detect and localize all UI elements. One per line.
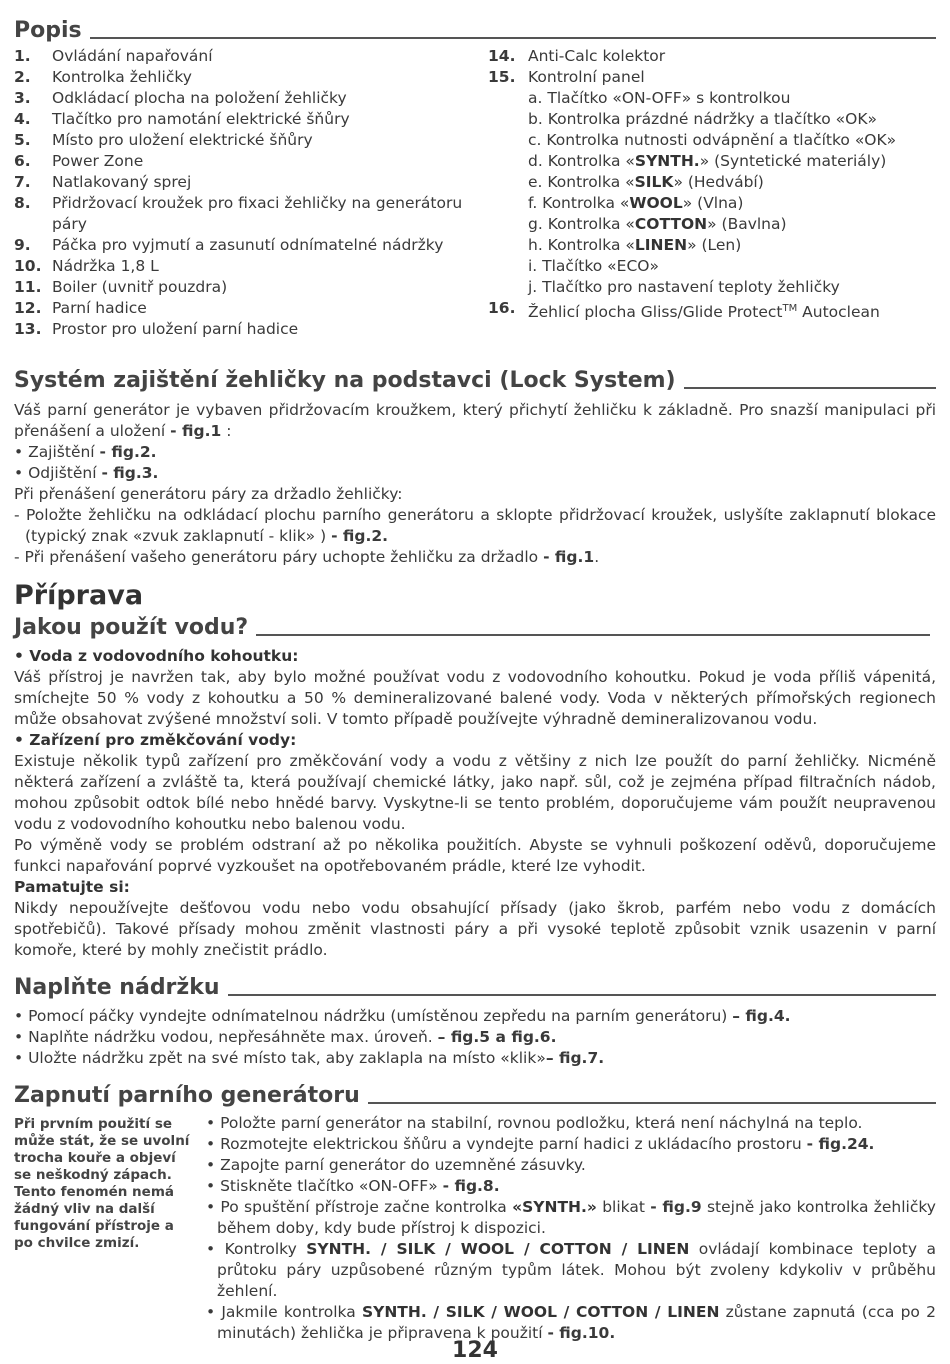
bullet: • Položte parní generátor na stabilní, rovnou podložku, která není náchylná na teplo. [206,1114,863,1132]
popis-right-list [488,46,938,323]
section-popis-heading: Popis [14,20,936,42]
heading-rule [256,634,930,636]
water-body [14,646,936,961]
sub-item: e. Kontrolka «SILK» (Hedvábí) [528,173,764,191]
sub-item: j. Tlačítko pro nastavení teploty žehličky [528,278,840,296]
bullet: • Po spuštění přístroje začne kontrolka «SYNTH.» blikat - fig.9 stejně jako kontrolka žehličky během doby, kdy bude přístroj k dispozici. [206,1198,936,1237]
list-item: 4. Tlačítko pro namotání elektrické šňůry [14,110,350,128]
bullet: • Jakmile kontrolka SYNTH. / SILK / WOOL / COTTON / LINEN zůstane zapnutá (cca po 2 minutách) žehlička je připravena k použití - fig.10. [206,1303,936,1342]
list-item: 2. Kontrolka žehličky [14,68,192,86]
popis-left-list [14,46,474,340]
paragraph: Váš parní generátor je vybaven přidržovacím kroužkem, který přichytí žehličku k základně. Pro snazší manipulaci při přenášení a uložení - fig.1 : [14,401,936,440]
heading-rule [684,387,936,389]
bullet: • Kontrolky SYNTH. / SILK / WOOL / COTTON / LINEN ovládají kombinace teploty a průtoku páry uzpůsobené různým typům látek. Mohou být zvoleny kdykoliv v průběhu žehlení. [206,1240,936,1300]
sub-item: c. Kontrolka nutnosti odvápnění a tlačítko «OK» [528,131,897,149]
list-item: 16. Žehlicí plocha Gliss/Glide Protect™ Autoclean [488,299,880,322]
bullet: • Pomocí páčky vyndejte odnímatelnou nádržku (umístěnou zepředu na parním generátoru) – fig.4. [14,1007,791,1025]
heading-rule [90,37,936,39]
list-item: 12. Parní hadice [14,299,147,317]
bullet: • Stiskněte tlačítko «ON-OFF» - fig.8. [206,1177,500,1195]
sub-item: f. Kontrolka «WOOL» (Vlna) [528,194,744,212]
heading-rule [228,994,936,996]
paragraph: Váš přístroj je navržen tak, aby bylo možné používat vodu z vodovodního kohoutku. Pokud je voda příliš vápenitá, smíchejte 50 % vody z kohoutku a 50 % demineralizované balené vody. Voda v některých přímořských regionech může obsahovat zvýšené množství soli. V tomto případě používejte výhradně demineralizovanou vodu. [14,668,936,728]
bullet: • Odjištění - fig.3. [14,464,159,482]
list-item: 6. Power Zone [14,152,144,170]
dash-item: - Položte žehličku na odkládací plochu parního generátoru a sklopte přidržovací kroužek, uslyšíte zaklapnutí blokace (typický znak «zvuk zaklapnutí - klik» ) - fig.2. [14,506,936,545]
subheading: • Zařízení pro změkčování vody: [14,731,297,749]
sub-item: i. Tlačítko «ECO» [528,257,659,275]
list-item: 3. Odkládací plocha na položení žehličky [14,89,347,107]
bullet: • Zapojte parní generátor do uzemněné zásuvky. [206,1156,586,1174]
list-item: 7. Natlakovaný sprej [14,173,192,191]
list-item: 11. Boiler (uvnitř pouzdra) [14,278,228,296]
power-body [206,1113,936,1344]
section-lock-heading: Systém zajištění žehličky na podstavci (Lock System) [14,370,936,392]
lock-body [14,400,936,568]
subheading: • Voda z vodovodního kohoutku: [14,647,299,665]
list-item: 14. Anti-Calc kolektor [488,47,666,65]
section-power-heading: Zapnutí parního generátoru [14,1085,936,1107]
heading-rule [368,1102,936,1104]
list-item: 10. Nádržka 1,8 L [14,257,159,275]
section-water-heading: Jakou použít vodu? [14,617,930,639]
list-item: 9. Páčka pro vyjmutí a zasunutí odnímatelné nádržky [14,236,444,254]
sub-item: h. Kontrolka «LINEN» (Len) [528,236,742,254]
fill-body [14,1006,936,1069]
page-number: 124 [452,1338,498,1363]
bullet: • Naplňte nádržku vodou, nepřesáhněte max. úroveň. – fig.5 a fig.6. [14,1028,557,1046]
dash-item: - Při přenášení vašeho generátoru páry uchopte žehličku za držadlo - fig.1. [14,548,600,566]
list-item: 8. Přidržovací kroužek pro fixaci žehličky na generátoru páry [14,194,463,233]
list-item: 1. Ovládání napařování [14,47,213,65]
list-item: 15. Kontrolní panel [488,68,645,86]
section-fill-heading: Naplňte nádržku [14,977,936,999]
bullet: • Rozmotejte elektrickou šňůru a vyndejte parní hadici z ukládacího prostoru - fig.24. [206,1135,875,1153]
subheading: Pamatujte si: [14,878,130,896]
bullet: • Uložte nádržku zpět na své místo tak, aby zaklapla na místo «klik»– fig.7. [14,1049,605,1067]
list-item: 13. Prostor pro uložení parní hadice [14,320,299,338]
section-priprava-title: Příprava [14,580,144,611]
paragraph: Po výměně vody se problém odstraní až po několika použitích. Abyste se vyhnuli poškození oděvů, doporučujeme funkci napařování poprvé vyzkoušet na opotřebovaném prádle, které lze vyhodit. [14,836,936,875]
side-note: Při prvním použití se může stát, že se uvolní trocha kouře a objeví se neškodný zápach. Tento fenomén nemá žádný vliv na další fungování přístroje a po chvilce zmizí. [14,1116,190,1251]
paragraph: Při přenášení generátoru páry za držadlo žehličky: [14,485,403,503]
bullet: • Zajištění - fig.2. [14,443,157,461]
sub-item: a. Tlačítko «ON-OFF» s kontrolkou [528,89,791,107]
sub-item: d. Kontrolka «SYNTH.» (Syntetické materiály) [528,152,887,170]
sub-item: b. Kontrolka prázdné nádržky a tlačítko «OK» [528,110,877,128]
paragraph: Nikdy nepoužívejte dešťovou vodu nebo vodu obsahující přísady (jako škrob, parfém nebo vodu z domácích spotřebičů). Takové přísady mohou změnit vlastnosti páry a při vysoké teplotě způsobit vznik usazenin v parní komoře, které by mohly znečistit prádlo. [14,899,936,959]
sub-item: g. Kontrolka «COTTON» (Bavlna) [528,215,787,233]
list-item: 5. Místo pro uložení elektrické šňůry [14,131,313,149]
paragraph: Existuje několik typů zařízení pro změkčování vody a vodu z většiny z nich lze použít do parní žehličky. Nicméně některá zařízení a zvláště ta, která používají chemické látky, jako např. sůl, což je zejména případ filtračních nádob, mohou způsobit odtok bílé nebo hnědé barvy. Vyskytne-li se tento problém, doporučujeme vám použít neupravenou vodu z vodovodního kohoutku nebo balenou vodu. [14,752,936,833]
